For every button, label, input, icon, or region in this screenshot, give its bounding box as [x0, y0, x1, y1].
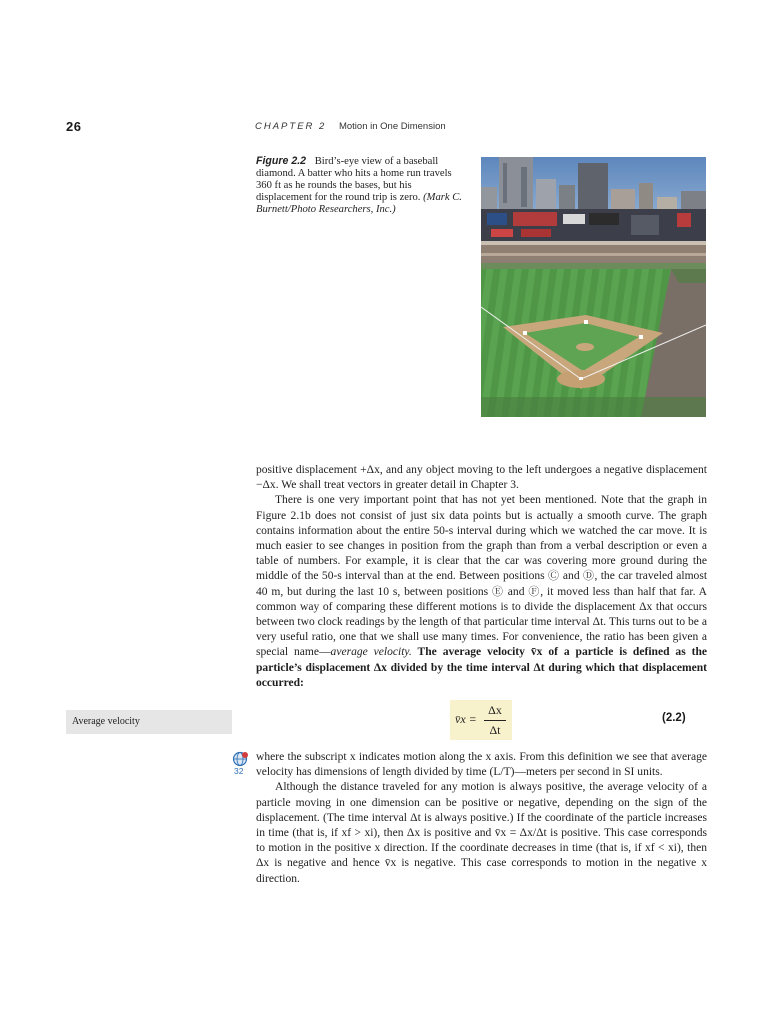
chapter-label: CHAPTER 2: [255, 121, 327, 132]
position-e-label: Ⓔ: [492, 585, 504, 598]
equation-numerator: Δx: [488, 703, 502, 717]
chapter-title: Motion in One Dimension: [338, 121, 446, 132]
equation-fraction: [484, 703, 506, 738]
figure-credit: (Mark C. Burnett/Photo Researchers, Inc.): [256, 192, 462, 215]
paragraph-average-velocity: [256, 493, 707, 691]
baseball-stadium-photo: [481, 157, 706, 417]
body-text-lower: [256, 750, 707, 887]
figure-caption-text: Bird’s-eye view of a baseball diamond. A batter who hits a home run travels 360 ft as he rounds the bases, but his displacement for the round trip is zero.: [256, 156, 452, 203]
equation-number: (2.2): [662, 712, 686, 724]
web-link-number: 32: [234, 766, 244, 776]
term-average-velocity: average velocity.: [330, 646, 412, 659]
figure-number: Figure 2.2: [256, 155, 307, 167]
text-run: , it moved less than half that far. A common way of comparing these different motions is to divide the displacement Δx that occurs between two clock readings by the length of that particular time interval Δt. This turns out to be a very useful ratio, one that we shall use many times. For convenience, the ratio has been given a special name—: [256, 585, 708, 659]
body-text-upper: [256, 463, 707, 691]
page-number: 26: [66, 119, 82, 134]
text-run: and: [503, 585, 529, 598]
equation-lhs: v̄x =: [455, 712, 477, 726]
position-d-label: Ⓓ: [582, 570, 595, 583]
fraction-bar: [484, 720, 506, 721]
position-c-label: Ⓒ: [548, 570, 560, 583]
margin-note: Average velocity: [66, 710, 232, 734]
text-run: and: [559, 570, 583, 583]
definition-average-velocity: The average velocity v̄x of a particle is defined as the particle’s displacement Δx divided by the time interval Δt during which that displacement occurred:: [256, 646, 708, 689]
paragraph-subscript: where the subscript x indicates motion along the x axis. From this definition we see that average velocity has dimensions of length divided by time (L/T)—meters per second in SI units.: [256, 751, 707, 779]
position-f-label: Ⓕ: [528, 585, 541, 598]
equation-denominator: Δt: [489, 723, 501, 737]
paragraph-continued: positive displacement +Δx, and any object moving to the left undergoes a negative displacement −Δx. We shall treat vectors in greater detail in Chapter 3.: [256, 464, 707, 492]
text-run: , the car traveled almost 40 m, but during the last 10 s, between positions: [256, 570, 708, 598]
figure-caption: [256, 155, 466, 216]
text-run: There is one very important point that has not yet been mentioned. Note that the graph in Figure 2.1b does not consist of just six data points but is actually a smooth curve. The graph contains information about the entire 50-s interval during which we watched the car move. It is much easier to see changes in position from the graph than from a verbal description or even a table of numbers. For example, it is clear that the car was covering more ground during the middle of the 50-s interval than at the end. Between positions: [256, 494, 707, 583]
running-head: [255, 121, 446, 132]
paragraph-sign: Although the distance traveled for any motion is always positive, the average velocity of a particle moving in one dimension can be positive or negative, depending on the sign of the displacement. (The time interval Δt is always positive.) If the coordinate of the particle increases in time (that is, if xf > xi), then Δx is positive and v̄x = Δx/Δt is positive. This case corresponds to motion in the positive x direction. If the coordinate decreases in time (that is, if xf < xi), then Δx is negative and hence v̄x is negative. This case corresponds to motion in the negative x direction.: [256, 781, 707, 885]
